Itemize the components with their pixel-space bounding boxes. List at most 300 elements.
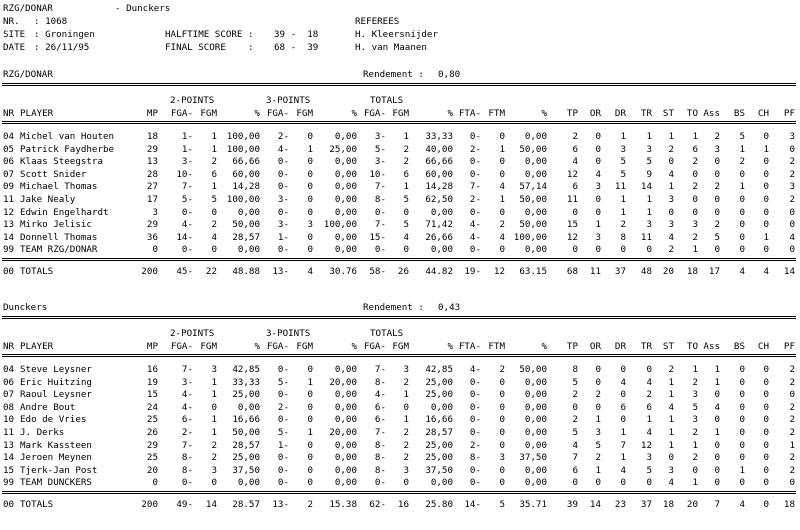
stat-cell-fga3: 0- [277,168,289,180]
stat-cell-to: 6 [692,143,698,155]
stat-cell-fgat: 7- [374,427,386,438]
stat-cell-ch: 0 [763,464,769,476]
stat-cell-tp: 7 [572,452,578,464]
stat-cell-pf: 2 [789,427,795,438]
stat-cell-ftm: 0 [499,389,505,401]
stat-cell-pf: 2 [789,194,795,205]
group-header-totals: TOTALS [370,95,404,106]
stat-cell-fgat: 8- [374,194,386,205]
header-bottom-rule [2,121,796,124]
group-header-totals: TOTALS [370,328,404,339]
stat-cell-pct2: 25,00 [232,452,260,464]
stat-cell-nr: 13 [3,439,15,451]
stat-cell-fgmt: 0 [403,401,409,413]
player-name: Donnell Thomas [20,231,98,243]
stat-cell-ass: 4 [714,401,720,413]
totals-cell-nr: 00 [3,266,15,277]
halftime-value: 39 - 18 [274,29,319,40]
stat-cell-to: 3 [692,414,698,426]
totals-cell-ch: 0 [763,499,769,510]
stat-cell-mp: 0 [152,477,158,489]
stat-cell-st: 3 [668,219,674,231]
stat-cell-ftm: 0 [499,206,505,218]
totals-label: TOTALS [20,266,54,277]
stat-cell-tp: 11 [566,194,578,205]
stat-cell-pctt: 28,57 [425,427,453,438]
stat-cell-ass: 0 [714,452,720,464]
stat-cell-pf: 0 [789,143,795,155]
stat-cell-fgm2: 0 [211,401,217,413]
stat-cell-or: 0 [595,364,601,375]
stat-cell-st: 1 [668,376,674,388]
stat-cell-ftm: 1 [499,194,505,205]
column-header-fta: FTA- [458,108,481,119]
stat-cell-ch: 0 [763,364,769,375]
stat-cell-fgmt: 6 [403,168,409,180]
stat-cell-fgm2: 1 [211,143,217,155]
totals-cell-fta: 14- [464,499,481,510]
totals-cell-fgm3: 4 [307,266,313,277]
stat-cell-fgat: 3- [374,131,386,142]
stat-cell-ch: 0 [763,427,769,438]
stat-cell-fgm3: 3 [307,219,313,231]
column-header-fgmt: FGM [392,341,409,352]
stat-cell-fga2: 6- [181,414,193,426]
stat-cell-fga3: 4- [277,143,289,155]
stat-cell-fga2: 7- [181,181,193,193]
stat-cell-fgmt: 1 [403,181,409,193]
stat-cell-nr: 14 [3,452,15,464]
stat-cell-fta: 4- [469,219,481,231]
totals-top-rule [2,258,796,261]
stat-cell-to: 5 [692,401,698,413]
stat-cell-st: 1 [668,131,674,142]
stat-cell-fgat: 10- [369,168,386,180]
stat-cell-pctt: 37,50 [425,464,453,476]
stat-cell-fga3: 5- [277,427,289,438]
totals-cell-mp: 200 [141,266,158,277]
stat-cell-fga3: 5- [277,376,289,388]
match-title: RZG/DONAR [3,3,53,14]
stat-cell-to: 1 [692,439,698,451]
stat-cell-fgm3: 0 [307,439,313,451]
stat-cell-nr: 08 [3,401,15,413]
stat-cell-fgmt: 5 [403,219,409,231]
stat-cell-ftm: 2 [499,219,505,231]
column-header-fga2: FGA- [170,108,193,119]
stat-cell-nr: 10 [3,414,15,426]
stat-cell-pctft: 0,00 [524,376,547,388]
stat-cell-pct2: 100,00 [226,131,260,142]
stat-cell-bs: 0 [739,244,745,256]
stat-cell-dr: 2 [620,219,626,231]
stat-cell-mp: 27 [146,181,158,193]
totals-cell-ch: 4 [763,266,769,277]
stat-cell-tp: 0 [572,477,578,489]
stat-cell-dr: 0 [620,414,626,426]
stat-cell-tr: 9 [646,168,652,180]
stat-cell-to: 1 [692,131,698,142]
stat-cell-pctft: 0,00 [524,477,547,489]
stat-cell-pctft: 0,00 [524,206,547,218]
stat-cell-mp: 18 [146,131,158,142]
column-header-ftm: FTM [488,341,505,352]
stat-cell-st: 1 [668,414,674,426]
stat-cell-ch: 0 [763,477,769,489]
stat-cell-fgat: 8- [374,439,386,451]
stat-cell-or: 4 [595,168,601,180]
stat-cell-fgmt: 2 [403,376,409,388]
stat-cell-mp: 17 [146,194,158,205]
stat-cell-mp: 24 [146,401,158,413]
stat-cell-fgm2: 2 [211,452,217,464]
stat-cell-fga3: 2- [277,131,289,142]
stat-cell-pct2: 37,50 [232,464,260,476]
stat-cell-mp: 25 [146,452,158,464]
stat-cell-or: 0 [595,206,601,218]
stat-cell-ftm: 0 [499,427,505,438]
stat-cell-pctft: 0,00 [524,439,547,451]
stat-cell-pctt: 0,00 [430,206,453,218]
column-header-or: OR [589,341,601,352]
stat-cell-pctt: 71,42 [425,219,453,231]
column-header-bs: BS [733,341,745,352]
stat-cell-dr: 0 [620,477,626,489]
stat-cell-ass: 0 [714,244,720,256]
stat-cell-nr: 13 [3,219,15,231]
stat-cell-dr: 0 [620,244,626,256]
stat-cell-fga2: 2- [181,427,193,438]
stat-cell-fgat: 8- [374,376,386,388]
stat-cell-pct2: 0,00 [237,206,260,218]
stat-cell-st: 4 [668,231,674,243]
stat-cell-st: 2 [668,143,674,155]
stat-cell-fga2: 0- [181,206,193,218]
stat-cell-fga3: 0- [277,389,289,401]
stat-cell-fta: 0- [469,477,481,489]
column-header-nr: NR [3,341,15,352]
totals-cell-pctt: 44.82 [425,266,453,277]
stat-cell-pctt: 25,00 [425,376,453,388]
stat-cell-mp: 29 [146,143,158,155]
stat-cell-tp: 6 [572,181,578,193]
stat-cell-bs: 1 [739,181,745,193]
column-header-fga3: FGA- [266,341,289,352]
stat-cell-fgm2: 1 [211,131,217,142]
stat-cell-bs: 0 [739,206,745,218]
stat-cell-or: 0 [595,194,601,205]
stat-cell-mp: 26 [146,427,158,438]
stat-cell-nr: 07 [3,389,15,401]
column-header-fta: FTA- [458,341,481,352]
stat-cell-pf: 2 [789,401,795,413]
stat-cell-fga3: 0- [277,181,289,193]
stat-cell-fgm3: 0 [307,131,313,142]
stat-cell-fga2: 4- [181,401,193,413]
stat-cell-pctft: 0,00 [524,414,547,426]
player-name: Steve Leysner [20,364,92,375]
stat-cell-fta: 0- [469,168,481,180]
stat-cell-fta: 2- [469,194,481,205]
stat-cell-nr: 06 [3,156,15,168]
stat-cell-ftm: 0 [499,168,505,180]
player-name: Jeroen Meynen [20,452,92,464]
stat-cell-fgm3: 0 [307,364,313,375]
stat-cell-ch: 0 [763,194,769,205]
stat-cell-ftm: 0 [499,464,505,476]
stat-cell-pct3: 0,00 [334,231,357,243]
stat-cell-pf: 0 [789,206,795,218]
stat-cell-ch: 0 [763,389,769,401]
stat-cell-pctft: 0,00 [524,244,547,256]
stat-cell-ass: 2 [714,181,720,193]
stat-cell-bs: 5 [739,131,745,142]
stat-cell-fgm2: 0 [211,477,217,489]
stat-cell-pct3: 0,00 [334,389,357,401]
column-header-fga3: FGA- [266,108,289,119]
stat-cell-tp: 5 [572,427,578,438]
totals-cell-fga2: 49- [176,499,193,510]
stat-cell-fgmt: 5 [403,194,409,205]
totals-cell-pct2: 28.57 [232,499,260,510]
totals-cell-tr: 48 [640,266,652,277]
group-header-2points: 2-POINTS [170,328,215,339]
stat-cell-bs: 1 [739,464,745,476]
stat-cell-dr: 1 [620,427,626,438]
stat-cell-pf: 3 [789,131,795,142]
stat-cell-pct3: 0,00 [334,181,357,193]
stat-cell-fgat: 8- [374,452,386,464]
column-header-fgat: FGA- [363,341,386,352]
stat-cell-fgat: 0- [374,206,386,218]
date-value: : 26/11/95 [34,42,90,53]
stat-cell-pctft: 57,14 [519,181,547,193]
stat-cell-pctt: 25,00 [425,389,453,401]
column-header-st: ST [662,108,674,119]
stat-cell-mp: 25 [146,414,158,426]
stat-cell-fgmt: 0 [403,244,409,256]
stat-cell-ass: 3 [714,143,720,155]
stat-cell-ftm: 0 [499,401,505,413]
stat-cell-tr: 1 [646,206,652,218]
stat-cell-ftm: 0 [499,439,505,451]
stat-cell-tp: 2 [572,414,578,426]
referee-2: H. van Maanen [355,42,427,53]
stat-cell-pct3: 100,00 [323,219,357,231]
stat-cell-fta: 0- [469,156,481,168]
nr-label: NR. [3,16,20,27]
stat-cell-tp: 12 [566,231,578,243]
stat-cell-pct2: 0,00 [237,244,260,256]
stat-cell-pct2: 42,85 [232,364,260,375]
stat-cell-fgmt: 1 [403,414,409,426]
stat-cell-pctt: 0,00 [430,401,453,413]
stat-cell-pctt: 66,66 [425,156,453,168]
stat-cell-nr: 99 [3,477,15,489]
stat-cell-mp: 29 [146,439,158,451]
stat-cell-fga2: 7- [181,364,193,375]
stat-cell-dr: 1 [620,194,626,205]
stat-cell-fga2: 5- [181,194,193,205]
stat-cell-pf: 2 [789,156,795,168]
column-header-pctt: % [447,108,453,119]
stat-cell-st: 3 [668,194,674,205]
stat-cell-fgm3: 0 [307,206,313,218]
stat-cell-ch: 0 [763,452,769,464]
stat-cell-fgmt: 0 [403,477,409,489]
stat-cell-fgm2: 0 [211,244,217,256]
stat-cell-to: 1 [692,244,698,256]
stat-cell-fga3: 3- [277,219,289,231]
stat-cell-or: 2 [595,389,601,401]
stat-cell-st: 4 [668,401,674,413]
stat-cell-tr: 12 [640,439,652,451]
stat-cell-fgat: 7- [374,181,386,193]
stat-cell-ftm: 1 [499,143,505,155]
stat-cell-pct3: 0,00 [334,131,357,142]
stat-cell-or: 0 [595,156,601,168]
totals-cell-pctft: 63.15 [519,266,547,277]
totals-cell-pf: 14 [783,266,795,277]
opponent-title: - Dunckers [115,3,171,14]
stat-cell-ass: 0 [714,439,720,451]
stat-cell-mp: 13 [146,156,158,168]
stat-cell-pctft: 50,00 [519,194,547,205]
stat-cell-pct3: 0,00 [334,168,357,180]
column-header-or: OR [589,108,601,119]
group-header-3points: 3-POINTS [266,95,311,106]
stat-cell-dr: 8 [620,231,626,243]
stat-cell-fta: 0- [469,206,481,218]
stat-cell-fga2: 1- [181,131,193,142]
stat-cell-fta: 0- [469,131,481,142]
stat-cell-fgm3: 0 [307,244,313,256]
stat-cell-fgm2: 1 [211,181,217,193]
stat-cell-fga3: 0- [277,477,289,489]
stat-cell-ass: 0 [714,156,720,168]
player-name: Michael Thomas [20,181,98,193]
stat-cell-pf: 2 [789,364,795,375]
stat-cell-fgat: 7- [374,219,386,231]
stat-cell-tr: 3 [646,219,652,231]
stat-cell-pctt: 0,00 [430,477,453,489]
stat-cell-or: 0 [595,376,601,388]
stat-cell-pct2: 16,66 [232,414,260,426]
halftime-label: HALFTIME SCORE : [165,29,254,40]
totals-cell-fga3: 13- [272,266,289,277]
stat-cell-or: 0 [595,143,601,155]
stat-cell-bs: 0 [739,414,745,426]
totals-cell-pct3: 15.38 [329,499,357,510]
stat-cell-pct3: 0,00 [334,156,357,168]
stat-cell-fgm2: 2 [211,219,217,231]
stat-cell-fgmt: 3 [403,464,409,476]
totals-cell-dr: 23 [614,499,626,510]
stat-cell-tr: 0 [646,244,652,256]
column-header-pct2: % [254,108,260,119]
totals-cell-dr: 37 [614,266,626,277]
column-header-pctft: % [541,341,547,352]
column-header-fga2: FGA- [170,341,193,352]
stat-cell-pctt: 60,00 [425,168,453,180]
stat-cell-mp: 20 [146,464,158,476]
stat-cell-tr: 5 [646,464,652,476]
stat-cell-bs: 0 [739,168,745,180]
stat-cell-or: 3 [595,231,601,243]
stat-cell-st: 0 [668,206,674,218]
totals-cell-ass: 17 [708,266,720,277]
column-header-st: ST [662,341,674,352]
totals-cell-fgat: 58- [369,266,386,277]
site-value: : Groningen [34,29,95,40]
stat-cell-fga2: 8- [181,452,193,464]
stat-cell-nr: 04 [3,131,15,142]
column-header-pct2: % [254,341,260,352]
stat-cell-pctft: 0,00 [524,389,547,401]
stat-cell-pct3: 0,00 [334,401,357,413]
stat-cell-dr: 5 [620,168,626,180]
totals-cell-fgmt: 26 [397,266,409,277]
stat-cell-mp: 28 [146,168,158,180]
stat-cell-tr: 1 [646,414,652,426]
stat-cell-tr: 11 [640,231,652,243]
stat-cell-tp: 15 [566,219,578,231]
stat-cell-to: 0 [692,194,698,205]
stat-cell-fgmt: 2 [403,427,409,438]
stat-cell-pct3: 0,00 [334,477,357,489]
stat-cell-pf: 2 [789,464,795,476]
stat-cell-fga2: 3- [181,376,193,388]
stat-cell-dr: 4 [620,376,626,388]
stat-cell-tr: 4 [646,376,652,388]
stat-cell-pct2: 14,28 [232,181,260,193]
player-name: Andre Bout [20,401,76,413]
totals-cell-fga2: 45- [176,266,193,277]
stat-cell-fta: 0- [469,376,481,388]
stat-cell-tr: 2 [646,389,652,401]
stat-cell-pct3: 0,00 [334,206,357,218]
stat-cell-ass: 0 [714,206,720,218]
stat-cell-fgm2: 3 [211,464,217,476]
stat-cell-dr: 3 [620,143,626,155]
stat-cell-fgat: 7- [374,364,386,375]
player-name: Raoul Leysner [20,389,92,401]
stat-cell-fgat: 5- [374,143,386,155]
stat-cell-fga2: 7- [181,439,193,451]
stat-cell-fgm3: 0 [307,231,313,243]
column-header-pctt: % [447,341,453,352]
stat-cell-fgm3: 0 [307,401,313,413]
stat-cell-nr: 99 [3,244,15,256]
stat-cell-fga2: 8- [181,464,193,476]
totals-cell-ftm: 5 [499,499,505,510]
stat-cell-bs: 1 [739,143,745,155]
totals-cell-fgm2: 14 [205,499,217,510]
stat-cell-bs: 0 [739,231,745,243]
stat-cell-tr: 0 [646,364,652,375]
player-name: Edwin Engelhardt [20,206,109,218]
stat-cell-fgmt: 0 [403,206,409,218]
stat-cell-tp: 0 [572,401,578,413]
column-header-nr: NR [3,108,15,119]
stat-cell-pctft: 0,00 [524,401,547,413]
totals-cell-fgmt: 16 [397,499,409,510]
stat-cell-ftm: 0 [499,244,505,256]
stat-cell-fgm3: 1 [307,376,313,388]
stat-cell-or: 1 [595,414,601,426]
player-name: J. Derks [20,427,65,438]
stat-cell-bs: 0 [739,389,745,401]
